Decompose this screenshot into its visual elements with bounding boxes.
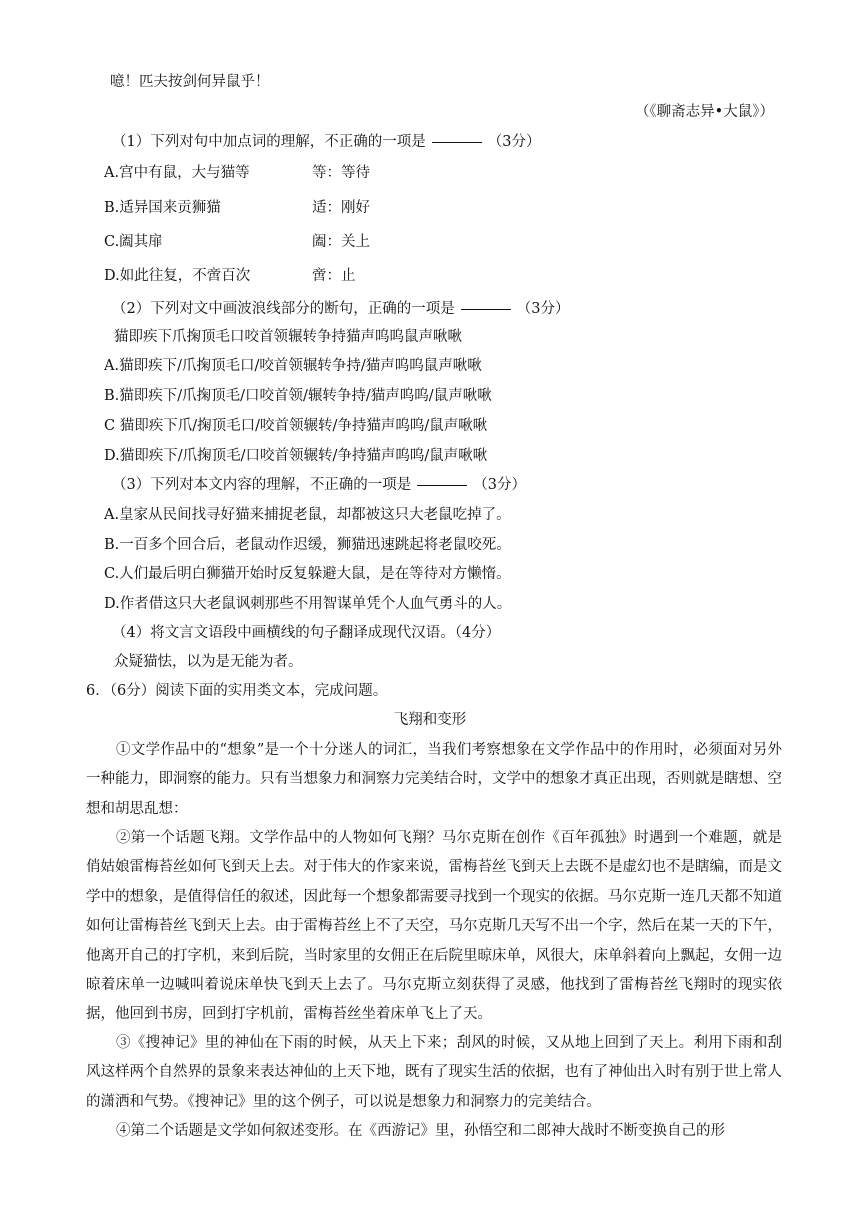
q1-option-a-meaning: 等：等待 xyxy=(312,165,370,181)
q2-sentence: 猫即疾下爪掬顶毛口咬首领辗转争持猫声呜呜鼠声啾啾 xyxy=(114,329,462,345)
q3-option-a[interactable]: A.皇家从民间找寻好猫来捕捉老鼠，却都被这只大老鼠吃掉了。 xyxy=(104,507,511,523)
q2-option-b[interactable]: B.猫即疾下/爪掬顶毛/口咬首领/辗转争持/猫声呜呜/鼠声啾啾 xyxy=(104,388,492,404)
q2-option-c[interactable]: C 猫即疾下爪/掬顶毛口/咬首领辗转/争持猫声呜呜/鼠声啾啾 xyxy=(104,418,488,434)
q1-stem: （1）下列对句中加点词的理解，不正确的一项是 （3分） xyxy=(112,134,541,150)
article-paragraph-4: ④第二个话题是文学如何叙述变形。在《西游记》里，孙悟空和二郎神大战时不断变换自己的形 xyxy=(116,1123,725,1139)
q3-option-c[interactable]: C.人们最后明白狮猫开始时反复躲避大鼠，是在等待对方懒惰。 xyxy=(104,566,511,582)
q1-option-b-meaning: 适：刚好 xyxy=(312,200,370,216)
q1-option-a[interactable]: A.宫中有鼠，大与猫等 xyxy=(104,165,250,181)
article-paragraph-3: ③《搜神记》里的神仙在下雨的时候，从天上下来；刮风的时候，又从地上回到了天上。利用下雨和刮风这样两个自然界的景象来表达神仙的上天下地，既有了现实生活的依据，也有了神仙出入时有别于世上常人的潇洒和气势。《搜神记》里的这个例子，可以说是想象力和洞察力的完美结合。 xyxy=(86,1035,783,1110)
article-title: 飞翔和变形 xyxy=(393,712,467,728)
q3-option-d[interactable]: D.作者借这只大老鼠讽刺那些不用智谋单凭个人血气勇斗的人。 xyxy=(104,596,512,612)
q1-option-c-meaning: 阖：关上 xyxy=(312,234,370,250)
q6-stem: 6．（6分）阅读下面的实用类文本，完成问题。 xyxy=(86,683,388,699)
answer-blank[interactable] xyxy=(432,142,482,143)
article-paragraph-1: ①文学作品中的“想象”是一个十分迷人的词汇，当我们考察想象在文学作品中的作用时，必须面对另外一种能力，即洞察的能力。只有当想象力和洞察力完美结合时，文学中的想象才真正出现，否则就是瞎想、空想和胡思乱想： xyxy=(86,742,783,817)
article-paragraph-2: ②第一个话题飞翔。文学作品中的人物如何飞翔？马尔克斯在创作《百年孤独》时遇到一个难题，就是俏姑娘雷梅苔丝如何飞到天上去。对于伟大的作家来说，雷梅苔丝飞到天上去既不是虚幻也不是瞎编，而是文学中的想象，是值得信任的叙述，因此每一个想象都需要寻找到一个现实的依据。马尔克斯一连几天都不知道如何让雷梅苔丝飞到天上去。由于雷梅苔丝上不了天空，马尔克斯几天写不出一个字，然后在某一天的下午，他离开自己的打字机，来到后院，当时家里的女佣正在后院里晾床单，风很大，床单斜着向上飘起，女佣一边晾着床单一边喊叫着说床单快飞到天上去了。马尔克斯立刻获得了灵感，他找到了雷梅苔丝飞翔时的现实依据，他回到书房，回到打字机前，雷梅苔丝坐着床单飞上了天。 xyxy=(86,830,783,1023)
source-citation: （《聊斋志异•大鼠》） xyxy=(634,104,774,120)
q1-option-d[interactable]: D.如此往复，不啻百次 xyxy=(104,268,251,284)
q3-option-b[interactable]: B.一百多个回合后，老鼠动作迟缓，狮猫迅速跳起将老鼠咬死。 xyxy=(104,537,511,553)
q1-option-c[interactable]: C.阖其扉 xyxy=(104,234,163,250)
q2-option-a[interactable]: A.猫即疾下/爪掬顶毛口/咬首领辗转争持/猫声呜呜鼠声啾啾 xyxy=(104,358,482,374)
quote-line: 噫！匹夫按剑何异鼠乎！ xyxy=(110,74,270,90)
q1-option-d-meaning: 啻：止 xyxy=(312,268,356,284)
q4-stem: （4）将文言文语段中画横线的句子翻译成现代汉语。（4分） xyxy=(112,625,501,641)
q4-sentence: 众疑猫怯，以为是无能为者。 xyxy=(114,654,303,670)
answer-blank[interactable] xyxy=(461,309,511,310)
q1-option-b[interactable]: B.适异国来贡狮猫 xyxy=(104,200,221,216)
answer-blank[interactable] xyxy=(417,485,467,486)
q3-stem: （3）下列对本文内容的理解，不正确的一项是 （3分） xyxy=(112,477,526,493)
q2-stem: （2）下列对文中画波浪线部分的断句，正确的一项是 （3分） xyxy=(112,301,570,317)
q2-option-d[interactable]: D.猫即疾下/爪掬顶毛/口咬首领辗转/争持猫声呜呜/鼠声啾啾 xyxy=(104,448,488,464)
